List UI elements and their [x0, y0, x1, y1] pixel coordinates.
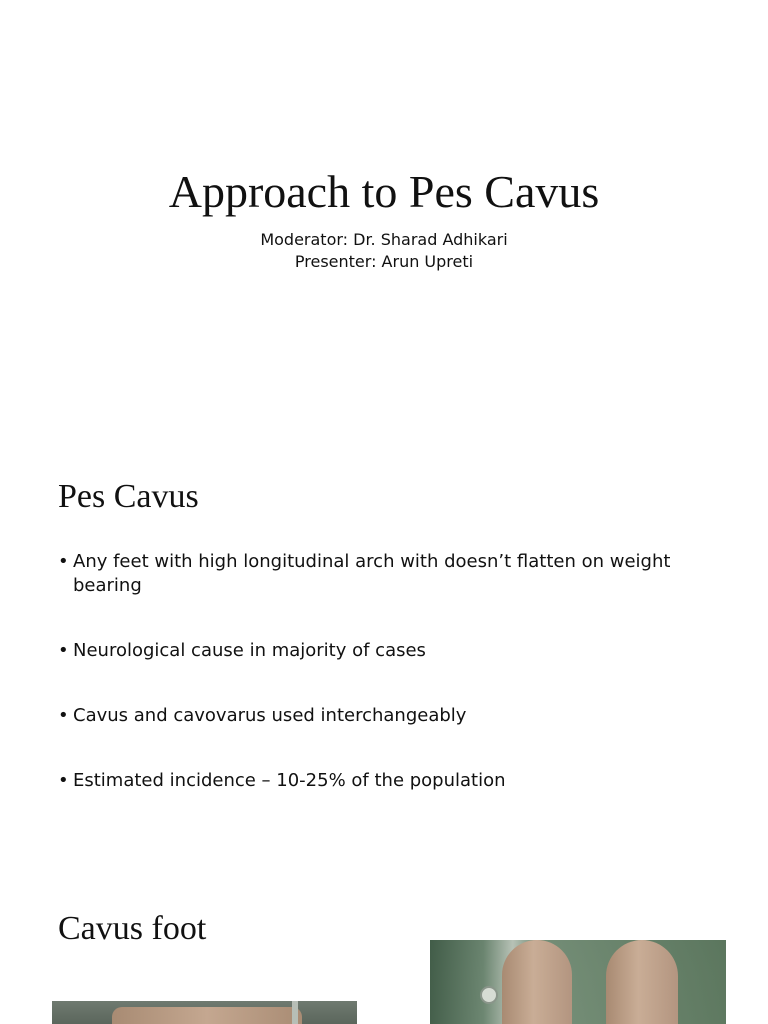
bed-rail — [292, 1001, 298, 1024]
cavus-foot-slide — [0, 864, 768, 1024]
left-leg — [502, 940, 572, 1024]
bullet-marker: • — [58, 551, 69, 572]
bullet-text: Estimated incidence – 10-25% of the population — [73, 770, 506, 791]
bullet-item — [58, 639, 698, 663]
title-slide — [0, 0, 768, 432]
definition-slide — [0, 432, 768, 864]
photo-background — [430, 940, 726, 1024]
bullet-item — [58, 704, 698, 728]
bullet-marker: • — [58, 705, 69, 726]
legs-photo-front — [430, 940, 726, 1024]
bullet-item — [58, 550, 698, 598]
slide-title: Cavus foot — [58, 910, 207, 947]
presentation-title: Approach to Pes Cavus — [168, 166, 600, 217]
bullet-item — [58, 769, 698, 793]
bullet-marker: • — [58, 640, 69, 661]
bullet-marker: • — [58, 770, 69, 791]
bullet-text: Neurological cause in majority of cases — [73, 640, 426, 661]
presenter-line: Presenter: Arun Upreti — [294, 252, 474, 271]
bullet-list — [58, 550, 698, 793]
foot-skin — [112, 1007, 302, 1024]
bullet-text: Any feet with high longitudinal arch with doesn’t flatten on weight bearing — [73, 551, 671, 596]
foot-photo-side — [52, 1001, 357, 1024]
presenter-info — [0, 229, 768, 273]
bullet-text: Cavus and cavovarus used interchangeably — [73, 705, 467, 726]
moderator-line: Moderator: Dr. Sharad Adhikari — [260, 230, 508, 249]
bed-wheel — [480, 986, 498, 1004]
slide-title: Pes Cavus — [58, 478, 199, 515]
right-leg — [606, 940, 678, 1024]
